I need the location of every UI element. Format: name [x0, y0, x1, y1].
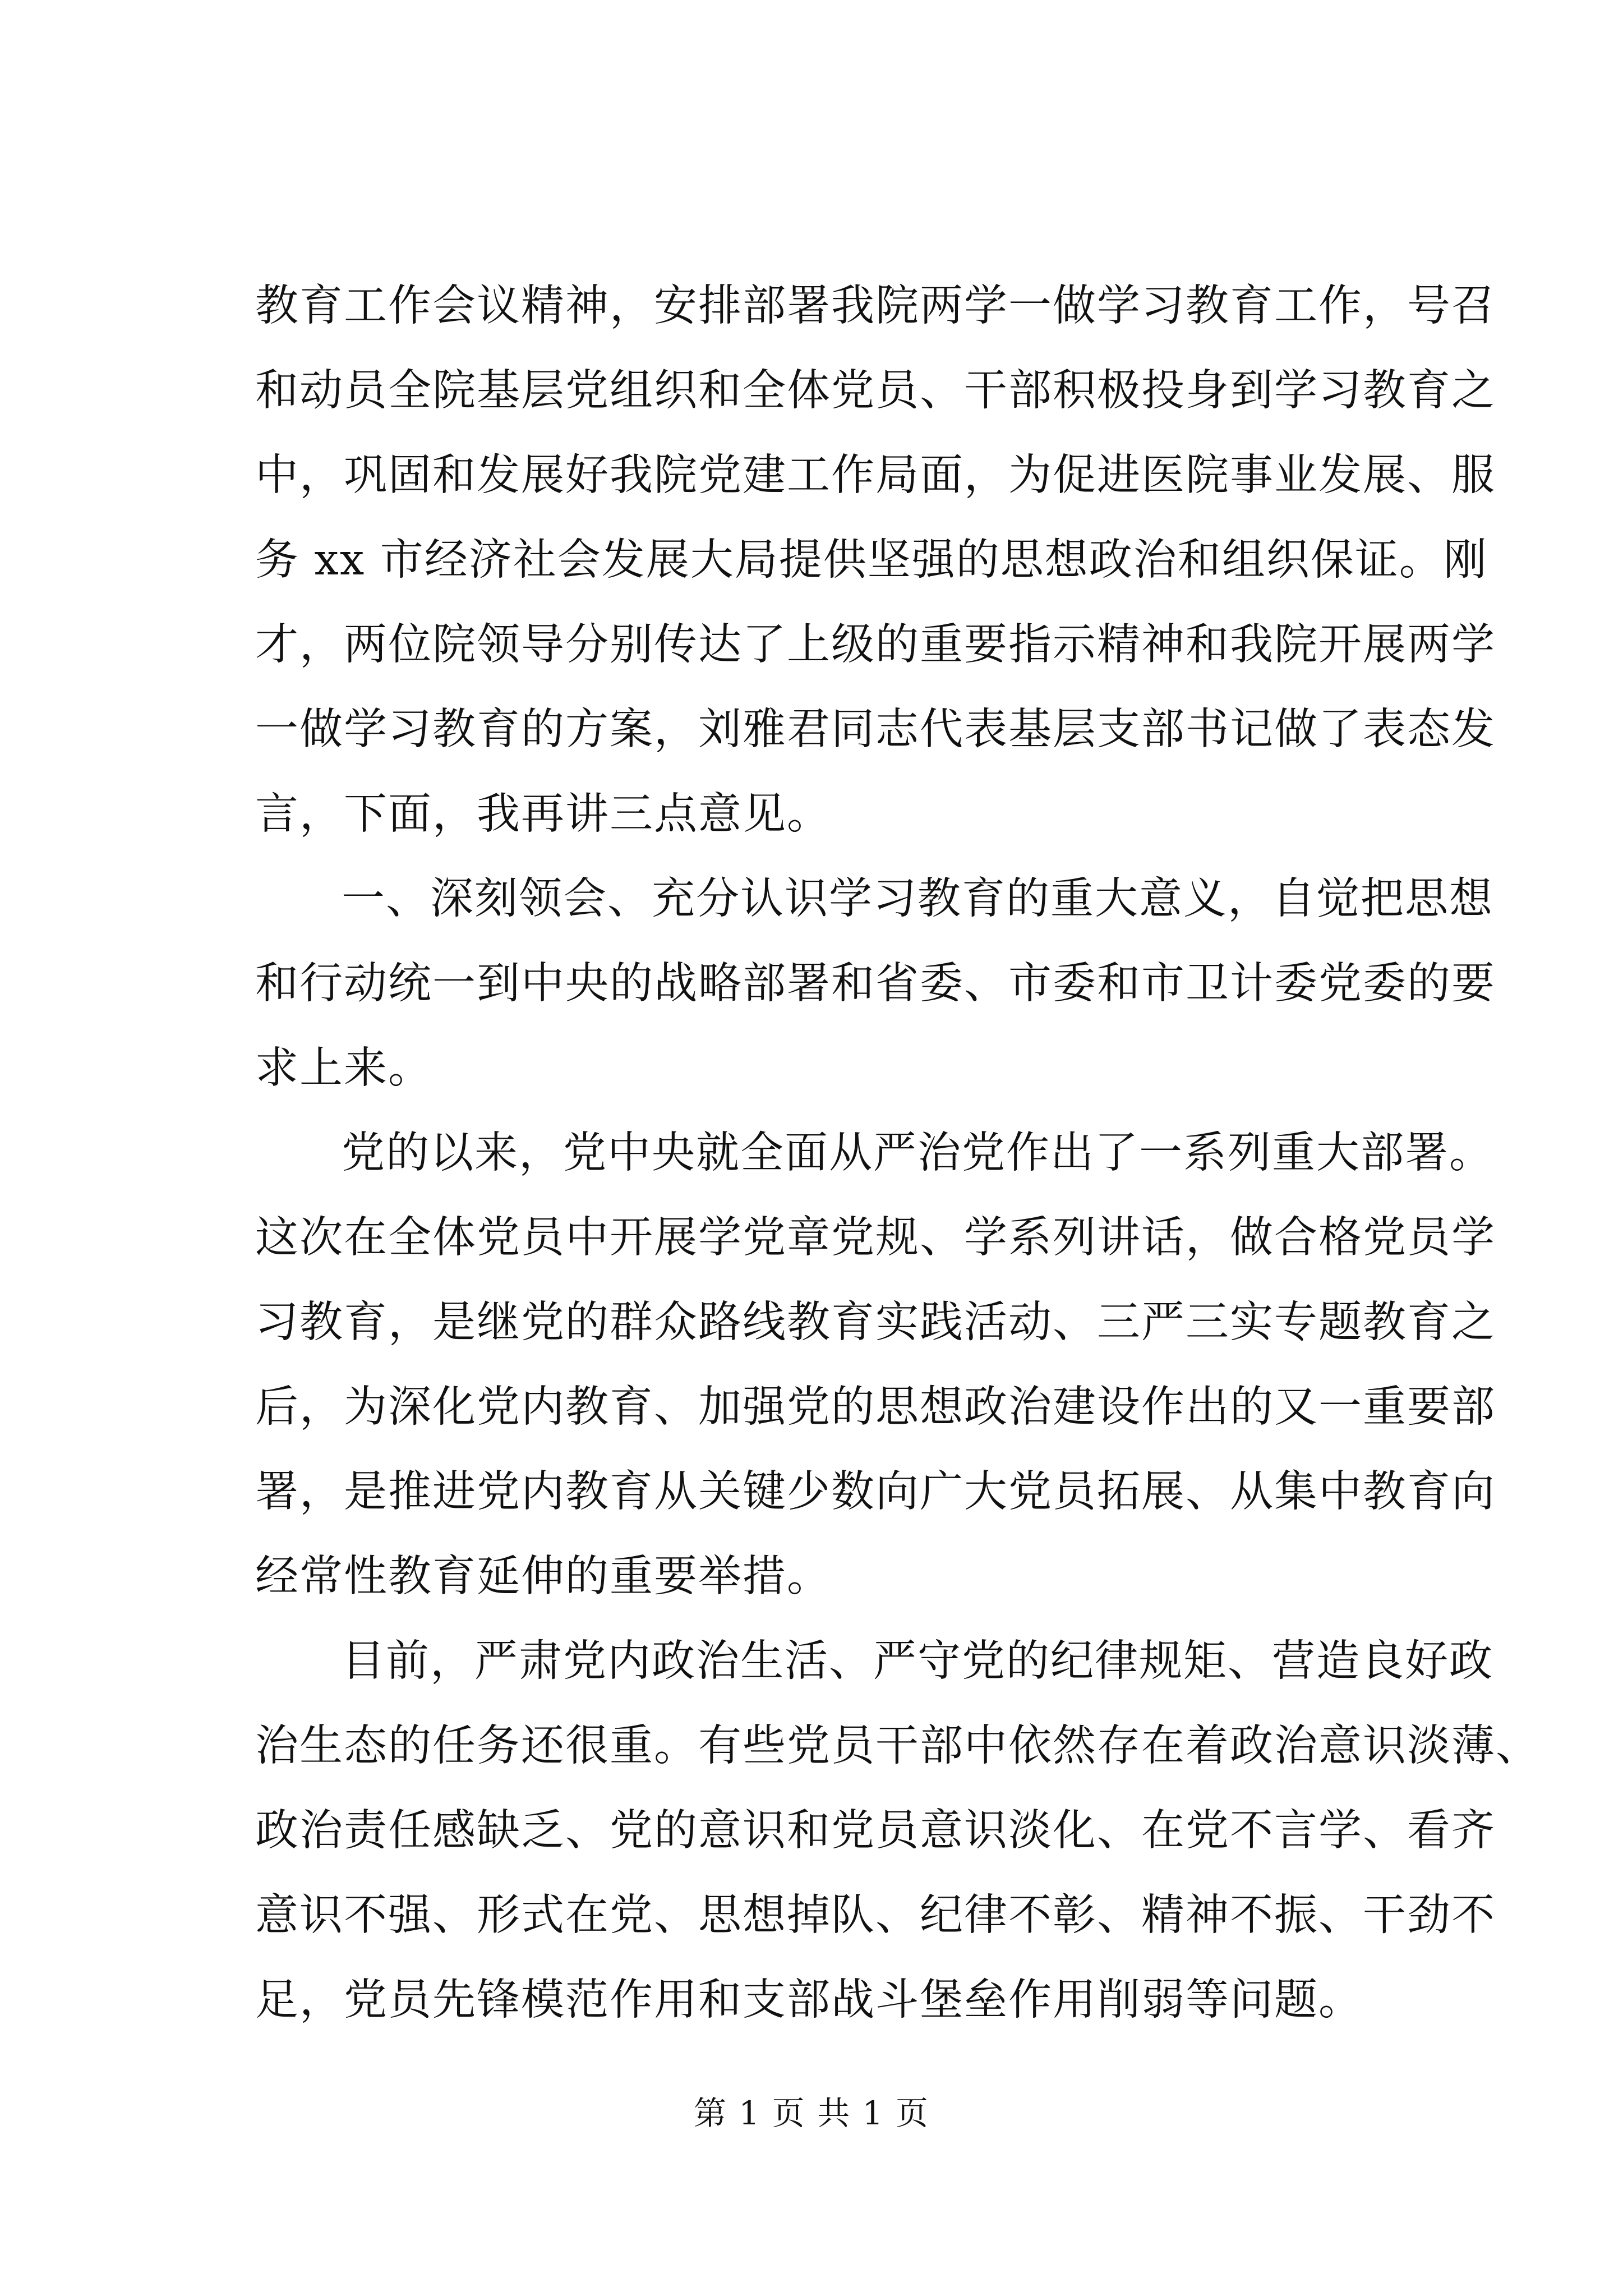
paragraph: [255, 1111, 1496, 1619]
text-line: 这次在全体党员中开展学党章党规、学系列讲话，做合格党员学: [255, 1213, 1496, 1263]
text-line: 一做学习教育的方案，刘雅君同志代表基层支部书记做了表态发: [255, 705, 1496, 754]
paragraph: [255, 1619, 1540, 2042]
text-line: 党的以来，党中央就全面从严治党作出了一系列重大部署。: [342, 1128, 1493, 1178]
paragraph: [255, 264, 1496, 857]
text-line: 言，下面，我再讲三点意见。: [255, 789, 831, 839]
text-line: 足，党员先锋模范作用和支部战斗堡垒作用削弱等问题。: [255, 1975, 1363, 2025]
text-line: 经常性教育延伸的重要举措。: [255, 1552, 831, 1602]
document-body: [255, 264, 1540, 2042]
text-line: 后，为深化党内教育、加强党的思想政治建设作出的又一重要部: [255, 1382, 1496, 1432]
text-line: 教育工作会议精神，安排部署我院两学一做学习教育工作，号召: [255, 281, 1496, 331]
text-line: 和动员全院基层党组织和全体党员、干部积极投身到学习教育之: [255, 366, 1496, 416]
text-line: 和行动统一到中央的战略部署和省委、市委和市卫计委党委的要: [255, 959, 1496, 1009]
paragraph: [255, 857, 1496, 1111]
text-line: 中，巩固和发展好我院党建工作局面，为促进医院事业发展、服: [255, 450, 1496, 500]
text-line: 一、深刻领会、充分认识学习教育的重大意义，自觉把思想: [342, 874, 1493, 924]
text-line: 署，是推进党内教育从关键少数向广大党员拓展、从集中教育向: [255, 1467, 1496, 1517]
text-line: 目前，严肃党内政治生活、严守党的纪律规矩、营造良好政: [342, 1636, 1493, 1686]
text-line: 治生态的任务还很重。有些党员干部中依然存在着政治意识淡薄、: [255, 1721, 1540, 1771]
page-number: 第 1 页 共 1 页: [694, 2094, 929, 2132]
text-line: 求上来。: [255, 1043, 432, 1093]
text-line: 意识不强、形式在党、思想掉队、纪律不彰、精神不振、干劲不: [255, 1890, 1496, 1940]
text-line: 务 xx 市经济社会发展大局提供坚强的思想政治和组织保证。刚: [255, 535, 1488, 585]
text-line: 政治责任感缺乏、党的意识和党员意识淡化、在党不言学、看齐: [255, 1806, 1496, 1856]
text-line: 习教育，是继党的群众路线教育实践活动、三严三实专题教育之: [255, 1297, 1496, 1347]
text-line: 才，两位院领导分别传达了上级的重要指示精神和我院开展两学: [255, 620, 1496, 670]
